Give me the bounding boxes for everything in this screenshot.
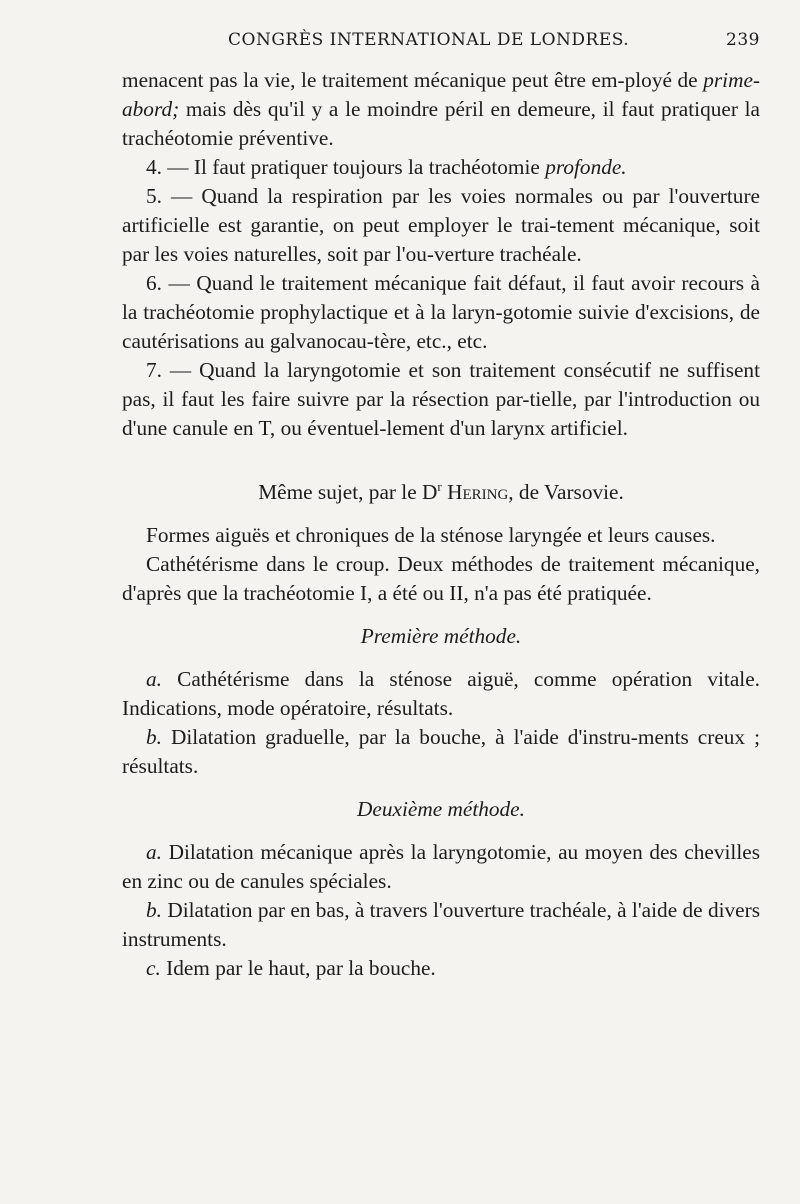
paragraph-intro-1: Formes aiguës et chroniques de la sténose laryngée et leurs causes. [146,523,716,548]
header-title: CONGRÈS INTERNATIONAL DE LONDRES. [228,30,630,50]
method-2-title: Deuxième méthode. [357,797,525,822]
method-1-title: Première méthode. [360,624,522,649]
method-1-item-b: b. Dilatation graduelle, par la bouche, à l'aide d'instru-ments creux ; résultats. [122,725,760,779]
running-header [120,30,760,56]
page-body [122,66,760,983]
method-1-item-a: a. Cathétérisme dans la sténose aiguë, comme opération vitale. Indications, mode opératoire, résultats. [122,667,760,721]
paragraph-continued: menacent pas la vie, le traitement mécanique peut être em-ployé de prime-abord; mais dès qu'il y a le moindre péril en demeure, il faut pratiquer la trachéotomie préventive. [122,68,760,150]
section-heading: Même sujet, par le $D^r$ Hering, de Varsovie. [258,479,624,505]
paragraph-point-7: 7. — Quand la laryngotomie et son traitement consécutif ne suffisent pas, il faut les faire suivre par la résection par-tielle, par l'introduction ou d'une canule en T, ou éventuel-lement d'un larynx artificiel. [122,358,760,440]
paragraph-intro-2: Cathétérisme dans le croup. Deux méthodes de traitement mécanique, d'après que la trachéotomie I, a été ou II, n'a pas été pratiquée. [122,552,760,606]
page-number: 239 [726,30,760,50]
method-2-item-b: b. Dilatation par en bas, à travers l'ouverture trachéale, à l'aide de divers instruments. [122,898,760,952]
paragraph-point-6: 6. — Quand le traitement mécanique fait défaut, il faut avoir recours à la trachéotomie prophylactique et à la laryn-gotomie suivie d'excisions, de cautérisations au galvanocau-tère, etc., etc. [122,271,760,353]
paragraph-point-5: 5. — Quand la respiration par les voies normales ou par l'ouverture artificielle est garantie, on peut employer le trai-tement mécanique, soit par les voies naturelles, soit par l'ou-verture trachéale. [122,184,760,266]
paragraph-point-4: 4. — Il faut pratiquer toujours la trachéotomie profonde. [146,155,627,179]
method-2-item-a: a. Dilatation mécanique après la laryngotomie, au moyen des chevilles en zinc ou de canules spéciales. [122,840,760,894]
method-2-item-c: c. Idem par le haut, par la bouche. [146,956,436,981]
